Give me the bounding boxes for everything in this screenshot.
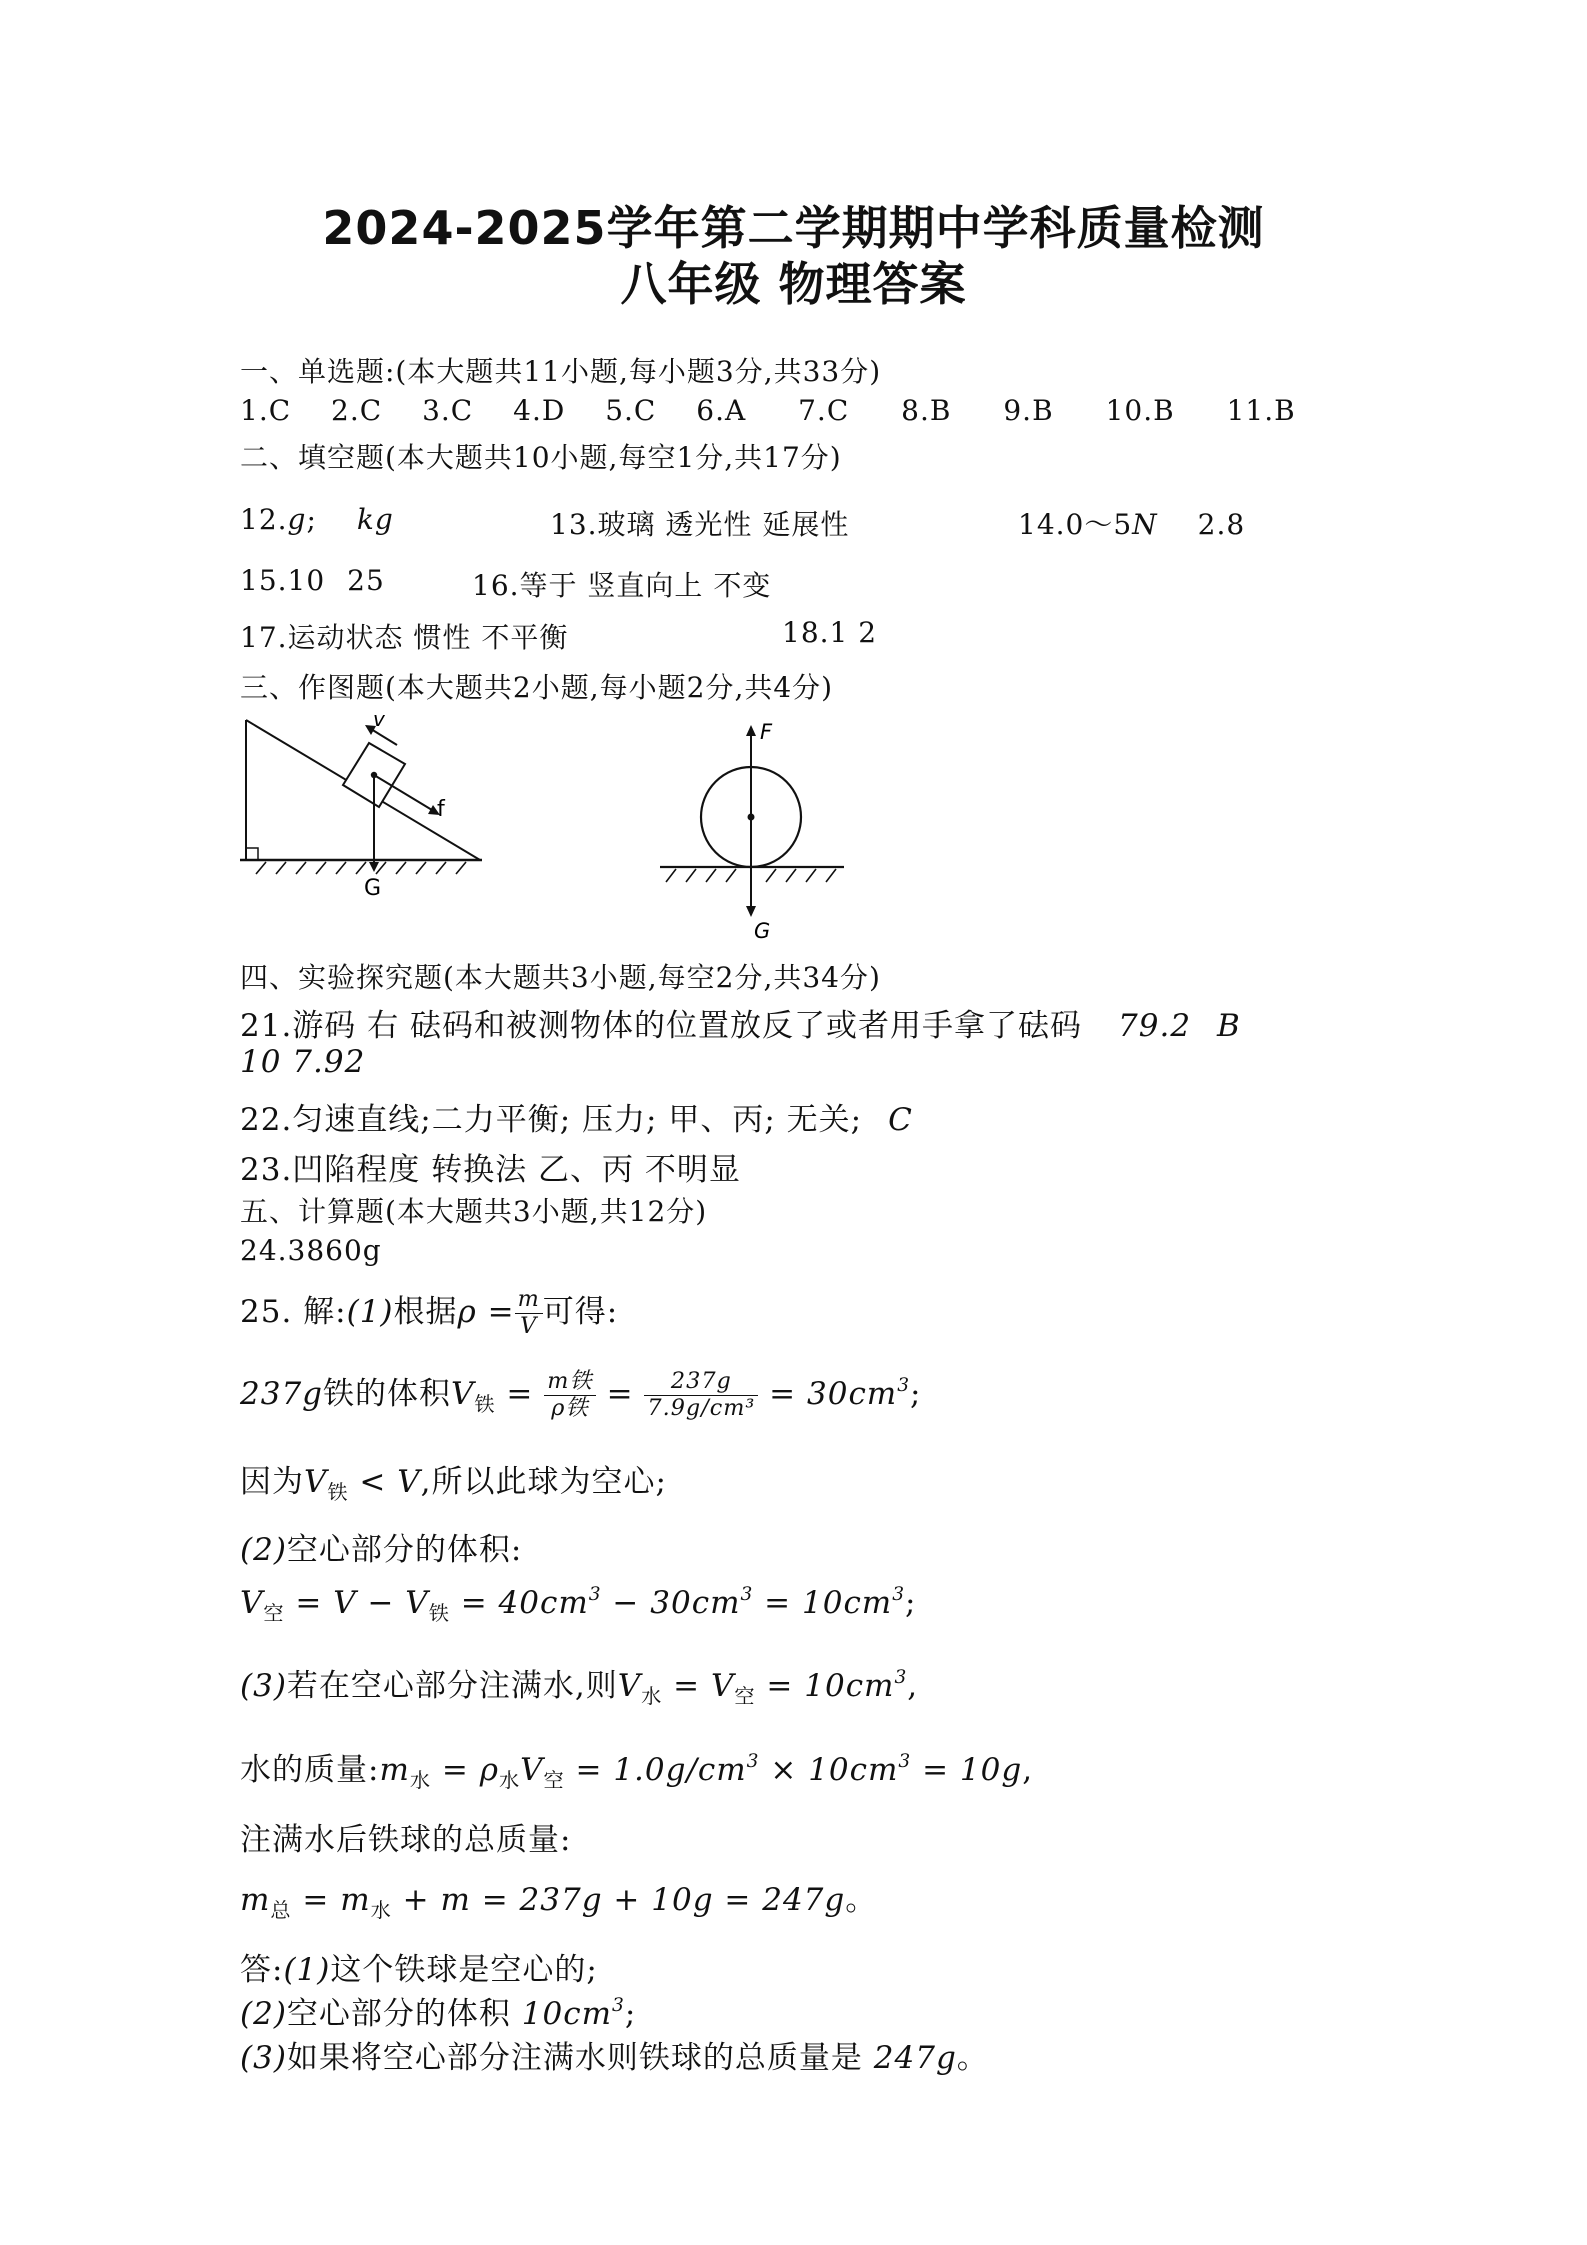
q25-line7: 水的质量$:m_水 = \rho_水V_空 = 1.0g/cm^3 \times 10cm^3 = 10g$,: [240, 1750, 1034, 1793]
answer-9: 9.B: [1003, 394, 1054, 427]
q25-line3: 因为$V_铁 < V$,所以此球为空心;: [240, 1464, 667, 1505]
q25-answer1: 答:(1)这个铁球是空心的;: [240, 1952, 598, 1988]
answer-1: 1.C: [240, 394, 292, 427]
label-G2: G: [754, 919, 771, 942]
answer-5: 5.C: [605, 394, 657, 427]
page-title-line1: 2024-2025学年第二学期期中学科质量检测: [322, 201, 1265, 255]
q23-answer: 23.凹陷程度 转换法 乙、丙 不明显: [240, 1152, 741, 1188]
answer-11: 11.B: [1226, 394, 1296, 427]
q25-line8: 注满水后铁球的总质量:: [240, 1822, 572, 1858]
section4-header: 四、实验探究题(本大题共3小题,每空2分,共34分): [240, 961, 881, 994]
q12-answer: 12.g; kg: [240, 503, 394, 536]
answer-8: 8.B: [901, 394, 952, 427]
q25-answer3: (3)如果将空心部分注满水则铁球的总质量是 247g。: [240, 2040, 989, 2076]
q14-answer: 14.0～5N 2.8: [1018, 508, 1246, 541]
q25-line5: $V_空 = V - V_铁 = 40cm^3 - 30cm^3 = 10cm^3$;: [240, 1584, 917, 1626]
label-F: F: [760, 720, 773, 744]
ball-force-diagram: [650, 712, 860, 942]
q15-answer: 15.10 25: [240, 564, 385, 597]
label-G: G: [364, 876, 382, 901]
section1-header: 一、单选题:(本大题共11小题,每小题3分,共33分): [240, 355, 882, 388]
q18-answer: 18.1 2: [782, 616, 878, 649]
q16-answer: 16.等于 竖直向上 不变: [472, 569, 772, 602]
answer-10: 10.B: [1105, 394, 1175, 427]
q21-answer-cont: 10 7.92: [240, 1044, 366, 1080]
q25-line6: (3)若在空心部分注满水,则$V_水 = V_空 = 10cm^3$,: [240, 1666, 919, 1709]
section3-header: 三、作图题(本大题共2小题,每小题2分,共4分): [240, 671, 834, 704]
q21-answer: 21.游码 右 砝码和被测物体的位置放反了或者用手拿了砝码 79.2 B: [240, 1008, 1241, 1044]
section1-answers: [240, 394, 1296, 427]
q25-line2: 237g铁的体积$V_铁$ = $\frac{\text{m铁}}{\text{ρ铁}}$ = $\frac{237g}{\text{7.9g/cm³}}$ = $30cm^3$;: [240, 1368, 922, 1421]
answer-4: 4.D: [513, 394, 566, 427]
q25-line1: 25. 解:(1)根据ρ = $\frac{m}{V}$ 可得:: [240, 1286, 619, 1339]
section2-header: 二、填空题(本大题共10小题,每空1分,共17分): [240, 441, 842, 474]
section5-header: 五、计算题(本大题共3小题,共12分): [240, 1195, 708, 1228]
q25-line9: $m_总 = m_水 + m = 237g + 10g = 247g$。: [240, 1882, 878, 1923]
label-f: f: [437, 797, 445, 822]
q13-answer: 13.玻璃 透光性 延展性: [550, 508, 850, 541]
page-title-line2: 八年级 物理答案: [620, 257, 967, 311]
incline-force-diagram: [230, 712, 490, 907]
answer-6: 6.A: [696, 394, 747, 427]
label-v: v: [373, 712, 385, 731]
q22-answer: 22.匀速直线;二力平衡; 压力; 甲、丙; 无关; C: [240, 1102, 913, 1138]
q24-answer: 24.3860g: [240, 1234, 382, 1267]
q25-answer2: (2)空心部分的体积 $10cm^3$;: [240, 1994, 637, 2032]
q25-line4: (2)空心部分的体积:: [240, 1532, 523, 1568]
q17-answer: 17.运动状态 惯性 不平衡: [240, 621, 569, 654]
answer-7: 7.C: [798, 394, 850, 427]
answer-3: 3.C: [422, 394, 474, 427]
answer-2: 2.C: [331, 394, 383, 427]
